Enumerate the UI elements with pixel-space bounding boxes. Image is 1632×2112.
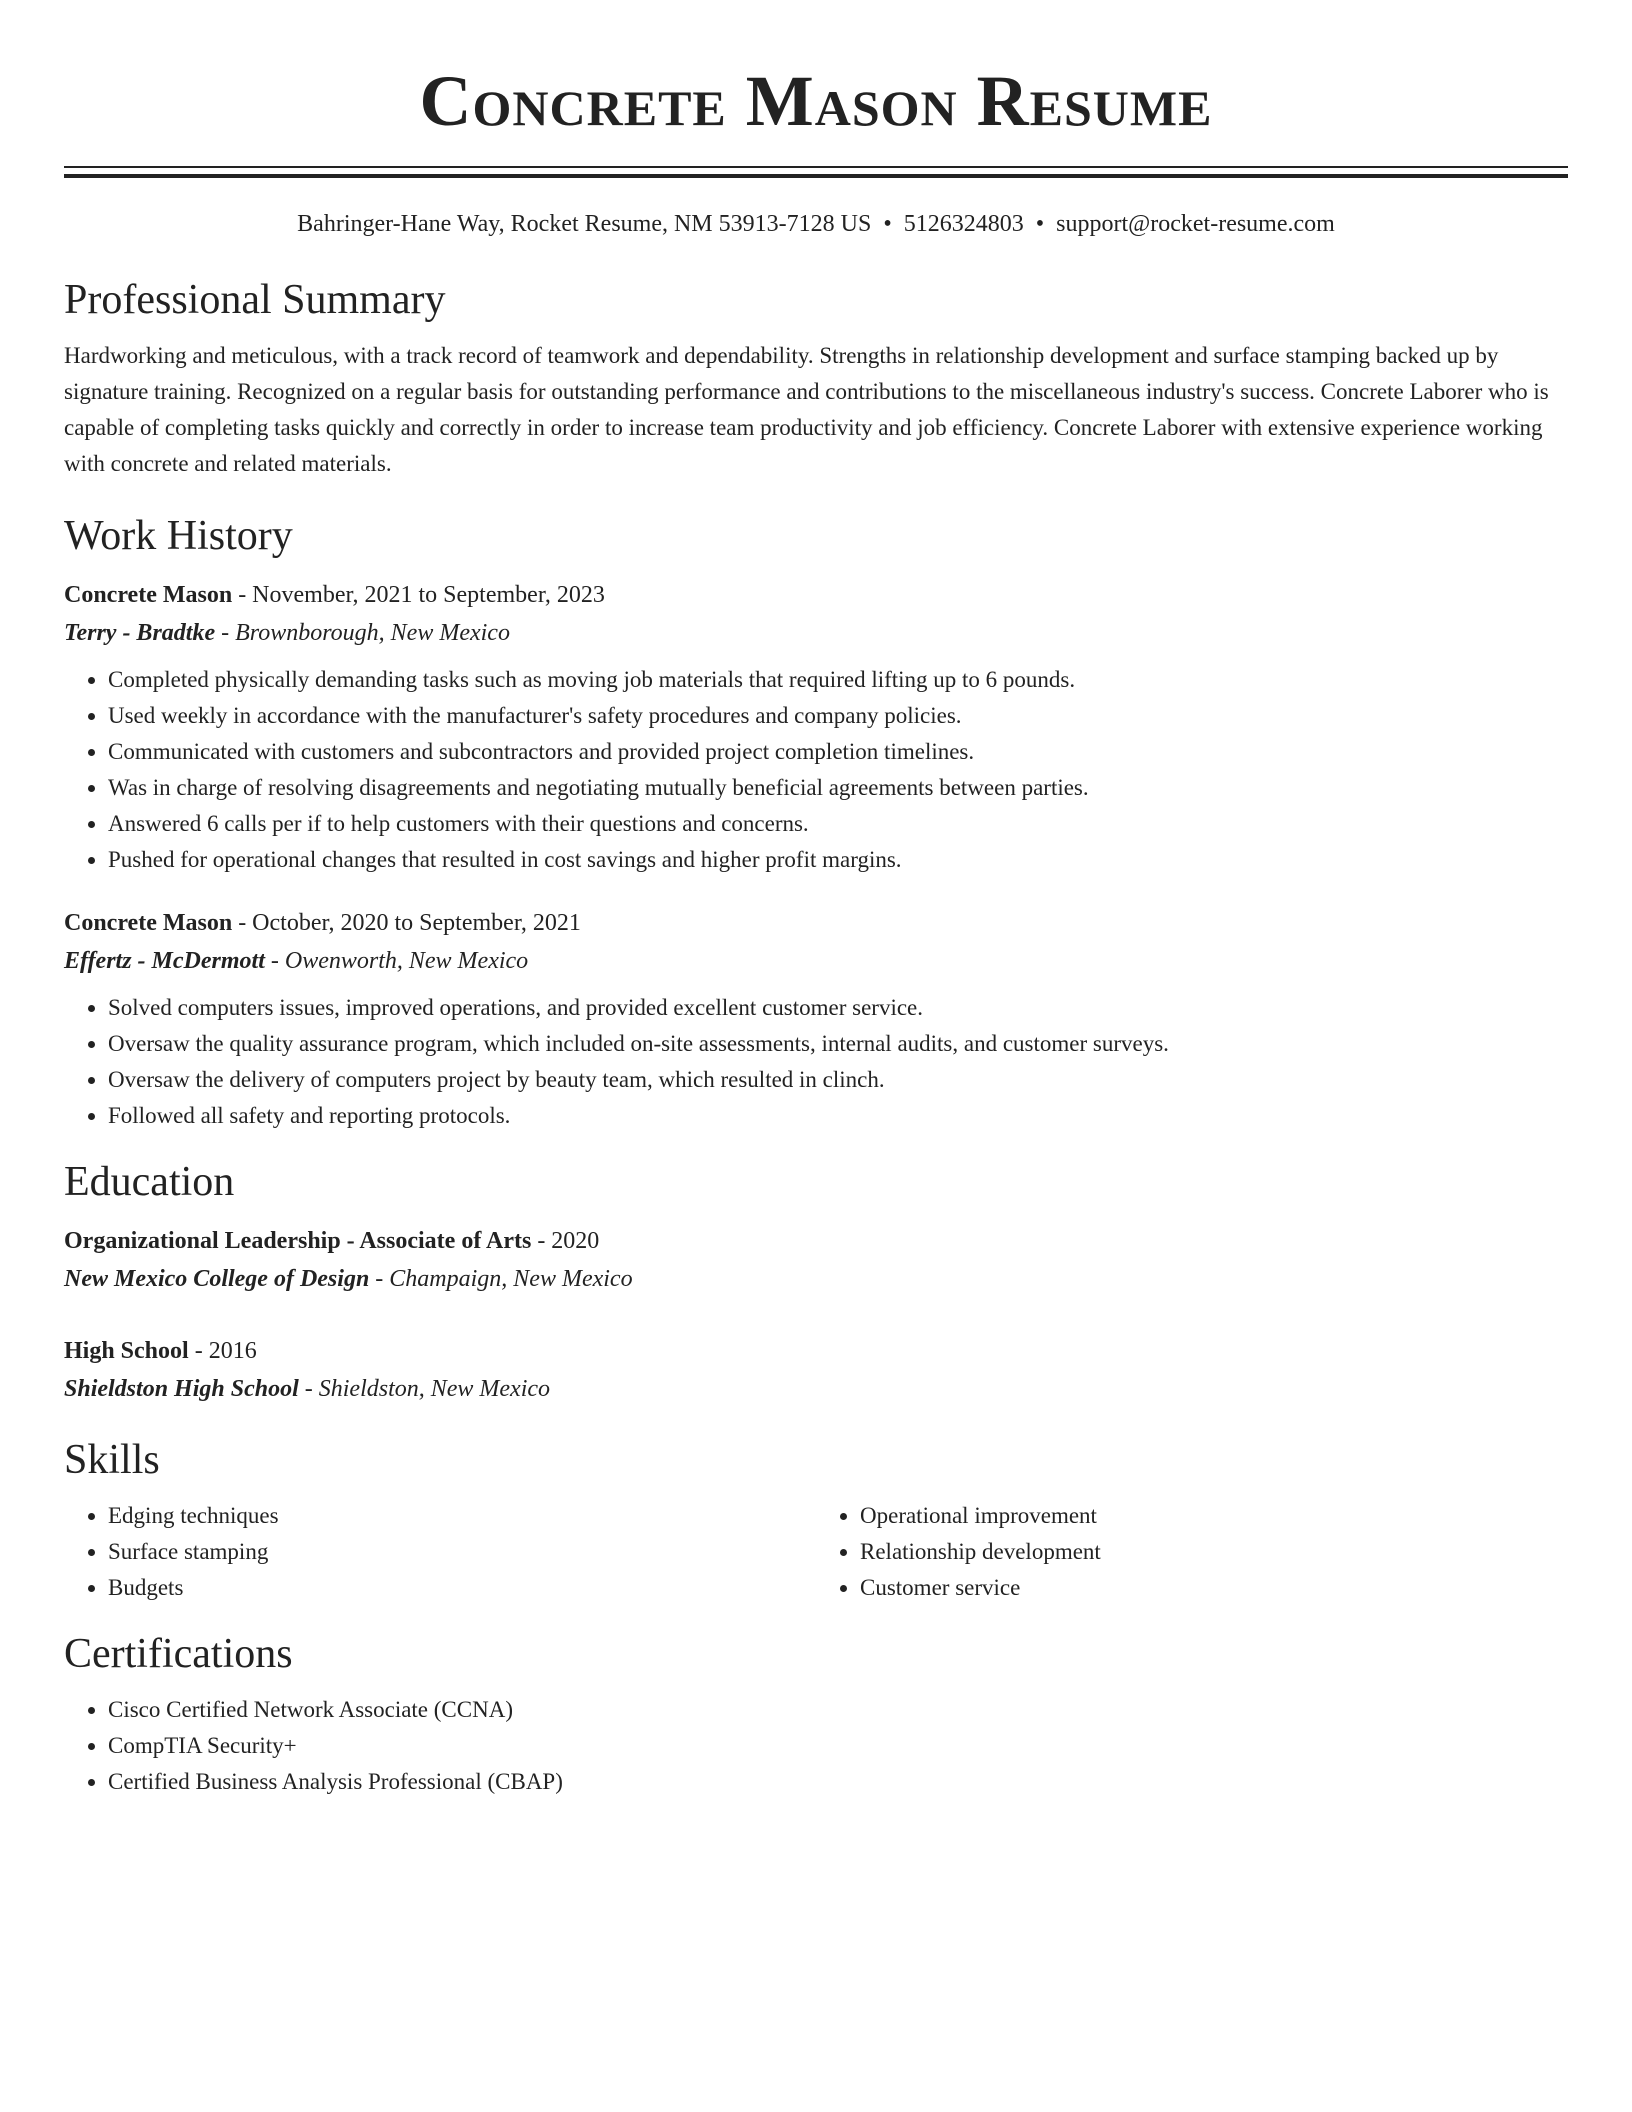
job-entry bbox=[64, 904, 1568, 1134]
job-title-line bbox=[64, 576, 1568, 614]
skill-item: • Surface stamping bbox=[108, 1534, 816, 1570]
job-dates: - November, 2021 to September, 2023 bbox=[232, 582, 605, 608]
contact-line bbox=[64, 208, 1568, 240]
certification-item: • CompTIA Security+ bbox=[108, 1728, 1568, 1764]
contact-email: support@rocket-resume.com bbox=[1056, 211, 1335, 237]
skills-column-left bbox=[64, 1498, 816, 1606]
job-bullet: • Pushed for operational changes that resulted in cost savings and higher profit margins. bbox=[108, 842, 1568, 878]
skill-item: • Relationship development bbox=[860, 1534, 1568, 1570]
job-bullet-list bbox=[64, 990, 1568, 1134]
skills-column-right bbox=[816, 1498, 1568, 1606]
job-entry bbox=[64, 576, 1568, 878]
title-divider-thick bbox=[64, 174, 1568, 178]
education-heading: Education bbox=[64, 1159, 235, 1205]
contact-address: Bahringer-Hane Way, Rocket Resume, NM 53913-7128 US bbox=[297, 211, 872, 237]
job-bullet: • Completed physically demanding tasks such as moving job materials that required lifting up to 6 pounds. bbox=[108, 662, 1568, 698]
job-title-line bbox=[64, 904, 1568, 942]
education-degree-line bbox=[64, 1332, 1568, 1370]
job-company: Effertz - McDermott bbox=[64, 948, 265, 974]
summary-section bbox=[64, 274, 1568, 482]
certifications-section bbox=[64, 1628, 1568, 1800]
title-divider-thin bbox=[64, 166, 1568, 168]
job-bullet: • Followed all safety and reporting protocols. bbox=[108, 1098, 1568, 1134]
education-school-line bbox=[64, 1370, 1568, 1408]
resume-content bbox=[64, 0, 1568, 1800]
job-company-line bbox=[64, 942, 1568, 980]
summary-heading: Professional Summary bbox=[64, 277, 446, 323]
certification-item: • Certified Business Analysis Professional (CBAP) bbox=[108, 1764, 1568, 1800]
skills-heading: Skills bbox=[64, 1437, 160, 1483]
job-bullet: • Was in charge of resolving disagreements and negotiating mutually beneficial agreements between parties. bbox=[108, 770, 1568, 806]
education-year: - 2020 bbox=[531, 1228, 600, 1254]
education-degree: Organizational Leadership - Associate of Arts bbox=[64, 1228, 532, 1254]
skill-item: • Customer service bbox=[860, 1570, 1568, 1606]
summary-text: Hardworking and meticulous, with a track record of teamwork and dependability. Strengths in relationship development and surface stamping backed up by signature training. Recognized on a regular basis for outstanding performance and contributions to the miscellaneous industry's success. Concrete Laborer who is capable of completing tasks quickly and correctly in order to increase team productivity and job efficiency. Concrete Laborer with extensive experience working with concrete and related materials. bbox=[64, 343, 1549, 476]
job-company-line bbox=[64, 614, 1568, 652]
skill-item: • Budgets bbox=[108, 1570, 816, 1606]
education-entry bbox=[64, 1222, 1568, 1298]
job-location: - Brownborough, New Mexico bbox=[215, 620, 510, 646]
job-bullet: • Answered 6 calls per if to help customers with their questions and concerns. bbox=[108, 806, 1568, 842]
contact-separator: • bbox=[1035, 211, 1045, 237]
education-location: - Shieldston, New Mexico bbox=[298, 1376, 551, 1402]
education-degree: High School bbox=[64, 1338, 189, 1364]
job-location: - Owenworth, New Mexico bbox=[264, 948, 529, 974]
job-title: Concrete Mason bbox=[64, 582, 233, 608]
job-bullet: • Solved computers issues, improved operations, and provided excellent customer service. bbox=[108, 990, 1568, 1026]
job-bullet: • Oversaw the quality assurance program, which included on-site assessments, internal audits, and customer surveys. bbox=[108, 1026, 1568, 1062]
education-year: - 2016 bbox=[188, 1338, 257, 1364]
resume-title: Concrete Mason Resume bbox=[419, 61, 1213, 141]
education-school-line bbox=[64, 1260, 1568, 1298]
skills-section bbox=[64, 1434, 1568, 1606]
work-history-section bbox=[64, 510, 1568, 1134]
contact-phone: 5126324803 bbox=[903, 211, 1024, 237]
certification-item: • Cisco Certified Network Associate (CCNA) bbox=[108, 1692, 1568, 1728]
work-history-heading: Work History bbox=[64, 513, 293, 559]
certifications-list bbox=[64, 1692, 1568, 1800]
job-dates: - October, 2020 to September, 2021 bbox=[232, 910, 581, 936]
skill-item: • Operational improvement bbox=[860, 1498, 1568, 1534]
job-company: Terry - Bradtke bbox=[64, 620, 216, 646]
job-title: Concrete Mason bbox=[64, 910, 233, 936]
education-entry bbox=[64, 1332, 1568, 1408]
education-school: New Mexico College of Design bbox=[64, 1266, 370, 1292]
job-bullet: • Communicated with customers and subcontractors and provided project completion timelines. bbox=[108, 734, 1568, 770]
job-bullet: • Oversaw the delivery of computers project by beauty team, which resulted in clinch. bbox=[108, 1062, 1568, 1098]
education-degree-line bbox=[64, 1222, 1568, 1260]
contact-separator: • bbox=[883, 211, 892, 237]
job-bullet-list bbox=[64, 662, 1568, 878]
skill-item: • Edging techniques bbox=[108, 1498, 816, 1534]
education-section bbox=[64, 1156, 1568, 1408]
job-bullet: • Used weekly in accordance with the manufacturer's safety procedures and company policies. bbox=[108, 698, 1568, 734]
education-school: Shieldston High School bbox=[64, 1376, 299, 1402]
certifications-heading: Certifications bbox=[64, 1631, 293, 1677]
education-location: - Champaign, New Mexico bbox=[369, 1266, 633, 1292]
skills-grid bbox=[64, 1498, 1568, 1606]
